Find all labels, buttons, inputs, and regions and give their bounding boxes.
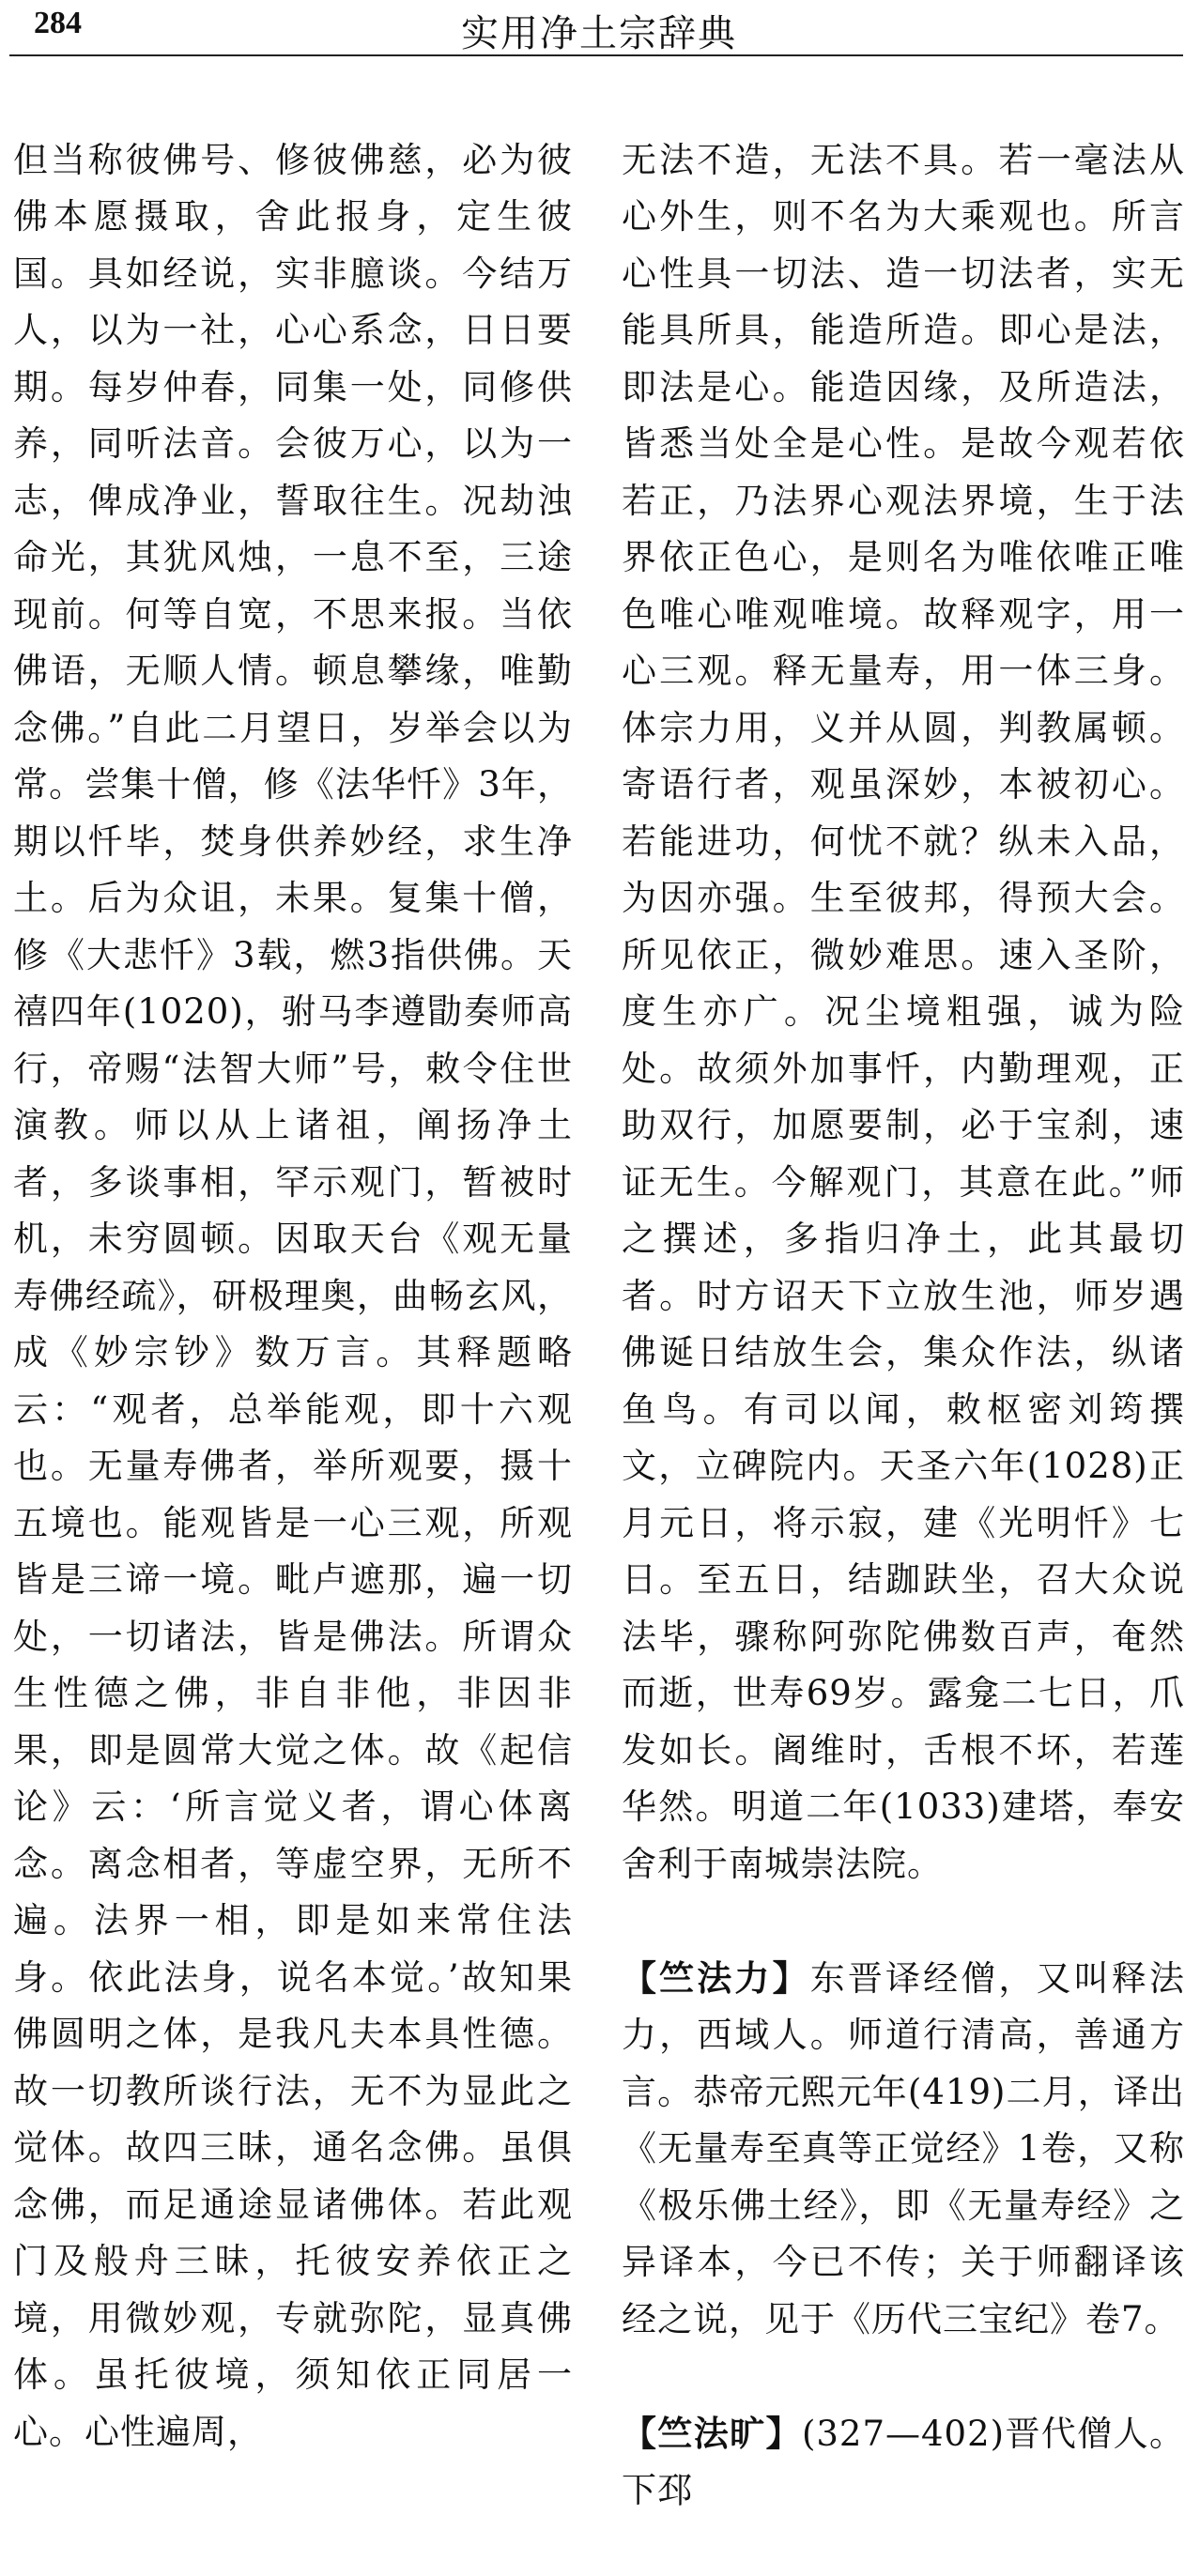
dictionary-entry — [622, 2405, 1185, 2520]
running-title: 实用净土宗辞典 — [461, 12, 737, 55]
right-column — [622, 75, 1185, 2576]
page-number: 284 — [34, 6, 82, 40]
left-column — [13, 75, 573, 2518]
entry-body: (327—402)晋代僧人。下邳 — [622, 2413, 1185, 2510]
right-column-continuation: 无法不造，无法不具。若一毫法从心外生，则不名为大乘观也。所言心性具一切法、造一切法者，实无能具所具，能造所造。即心是法，即法是心。能造因缘，及所造法，皆悉当处全是心性。是故今观若依若正，乃法界心观法界境，生于法界依正色心，是则名为唯依唯正唯色唯心唯观唯境。故释观字，用一心三观。释无量寿，用一体三身。体宗力用，义并从圆，判教属顿。寄语行者，观虽深妙，本被初心。若能进功，何忧不就？纵未入品，为因亦强。生至彼邦，得预大会。所见依正，微妙难思。速入圣阶，度生亦广。况尘境粗强，诚为险处。故须外加事忏，内勤理观，正助双行，加愿要制，必于宝刹，速证无生。今解观门，其意在此。”师之撰述，多指归净土，此其最切者。时方诏天下立放生池，师岁遇佛诞日结放生会，集众作法，纵诸鱼鸟。有司以闻，敕枢密刘筠撰文，立碑院内。天圣六年(1028)正月元日，将示寂，建《光明忏》七日。至五日，结跏趺坐，召大众说法毕，骤称阿弥陀佛数百声，奄然而逝，世寿69岁。露龛二七日，爪发如长。阇维时，舌根不坏，若莲华然。明道二年(1033)建塔，奉安舍利于南城崇法院。 — [622, 139, 1185, 1884]
left-column-text: 但当称彼佛号、修彼佛慈，必为彼佛本愿摄取，舍此报身，定生彼国。具如经说，实非臆谈。今结万人，以为一社，心心系念，日日要期。每岁仲春，同集一处，同修供养，同听法音。会彼万心，以为一志，俾成净业，誓取往生。况劫浊命光，其犹风烛，一息不至，三途现前。何等自宽，不思来报。当依佛语，无顺人情。顿息攀缘，唯勤念佛。”自此二月望日，岁举会以为常。尝集十僧，修《法华忏》3年，期以忏毕，焚身供养妙经，求生净土。后为众诅，未果。复集十僧，修《大悲忏》3载，燃3指供佛。天禧四年(1020)，驸马李遵勖奏师高行，帝赐“法智大师”号，敕令住世演教。师以从上诸祖，阐扬净土者，多谈事相，罕示观门，暂被时机，未穷圆顿。因取天台《观无量寿佛经疏》，研极理奥，曲畅玄风，成《妙宗钞》数万言。其释题略云：“观者，总举能观，即十六观也。无量寿佛者，举所观要，摄十五境也。能观皆是一心三观，所观皆是三谛一境。毗卢遮那，遍一切处，一切诸法，皆是佛法。所谓众生性德之佛，非自非他，非因非果，即是圆常大觉之体。故《起信论》云：‘所言觉义者，谓心体离念。离念相者，等虚空界，无所不遍。法界一相，即是如来常住法身。依此法身，说名本觉。’故知果佛圆明之体，是我凡夫本具性德。故一切教所谈行法，无不为显此之觉体。故四三昧，通名念佛。虽俱念佛，而足通途显诸佛体。若此观门及般舟三昧，托彼安养依正之境，用微妙观，专就弥陀，显真佛体。虽托彼境，须知依正同居一心。心性遍周， — [13, 139, 573, 2452]
entry-body: 东晋译经僧，又叫释法力，西域人。师道行清高，善通方言。恭帝元熙元年(419)二月，译出《无量寿至真等正觉经》1卷，又称《极乐佛土经》，即《无量寿经》之异译本，今已不传；关于师翻译该经之说，见于《历代三宝纪》卷7。 — [622, 1957, 1186, 2339]
header-rule — [9, 54, 1183, 56]
dictionary-entry — [622, 1950, 1185, 2349]
entry-headword: 【竺法力】 — [622, 1956, 810, 1999]
entry-headword: 【竺法旷】 — [622, 2412, 802, 2454]
